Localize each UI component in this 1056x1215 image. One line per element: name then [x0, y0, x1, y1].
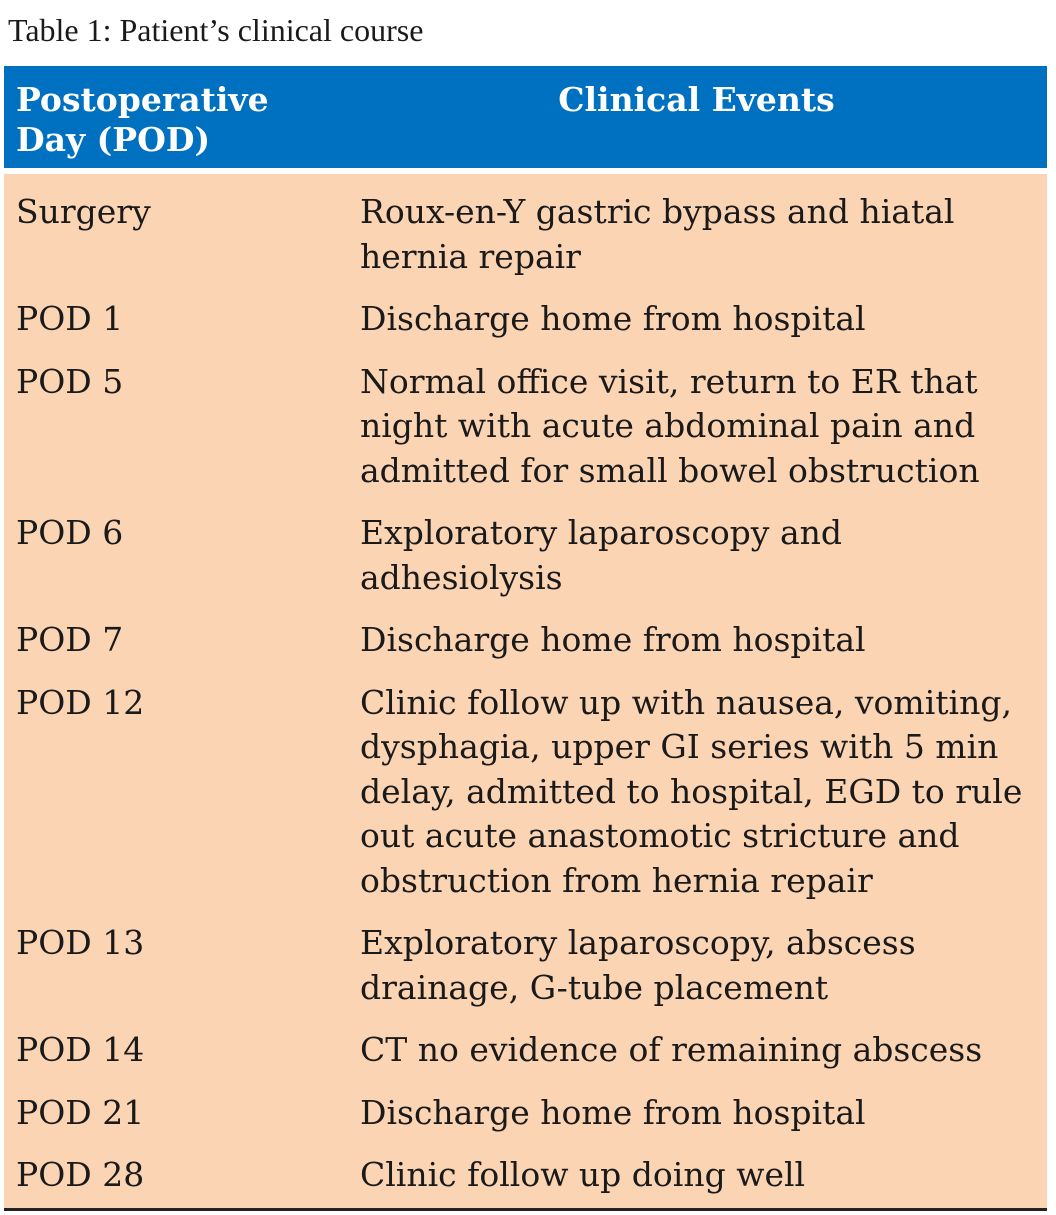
event-cell: Discharge home from hospital — [360, 299, 866, 338]
day-cell: POD 28 — [16, 1155, 145, 1194]
table-body — [4, 174, 1047, 1208]
day-cell: POD 12 — [16, 682, 145, 722]
table-row — [4, 297, 1047, 360]
event-cell: Roux-en-Y gastric bypass and hiatal hernia repair — [360, 192, 955, 276]
column-header-clinical-events: Clinical Events — [346, 66, 1047, 168]
table-row — [4, 360, 1047, 512]
table-row — [4, 1091, 1047, 1154]
table-row — [4, 1153, 1047, 1208]
day-cell: POD 6 — [16, 513, 124, 552]
day-cell: POD 14 — [16, 1030, 145, 1069]
column-header-line: Postoperative — [16, 80, 269, 119]
day-cell: Surgery — [16, 192, 151, 231]
table — [4, 66, 1047, 168]
day-cell: POD 1 — [16, 299, 124, 338]
event-cell: Discharge home from hospital — [360, 1092, 866, 1132]
event-cell: Clinic follow up with nausea, vomiting, dysphagia, upper GI series with 5 min delay, admitted to hospital, EGD to rule out acute anastomotic stricture and obstruction from hernia repair — [360, 682, 1023, 900]
day-cell: POD 13 — [16, 923, 145, 962]
table-bottom-rule — [4, 1208, 1047, 1211]
column-header-postoperative-day — [4, 66, 346, 168]
clinical-course-table — [4, 66, 1047, 1211]
table-header — [4, 66, 1047, 168]
day-cell: POD 7 — [16, 620, 124, 659]
table-row — [4, 1028, 1047, 1091]
event-cell: Clinic follow up doing well — [360, 1155, 806, 1194]
event-cell: Normal office visit, return to ER that night with acute abdominal pain and admitted for small bowel obstruction — [360, 361, 980, 490]
table-row — [4, 174, 1047, 297]
table-caption: Table 1: Patient’s clinical course — [8, 12, 424, 48]
table-row — [4, 681, 1047, 922]
event-cell: Exploratory laparoscopy, abscess drainage, G-tube placement — [360, 923, 916, 1007]
day-cell: POD 21 — [16, 1092, 145, 1132]
table-row — [4, 618, 1047, 681]
event-cell: CT no evidence of remaining abscess — [360, 1030, 983, 1069]
event-cell: Exploratory laparoscopy and adhesiolysis — [360, 513, 842, 597]
column-header-line: Day (POD) — [16, 120, 211, 159]
day-cell: POD 5 — [16, 361, 124, 401]
table-row — [4, 511, 1047, 618]
table-row — [4, 921, 1047, 1028]
event-cell: Discharge home from hospital — [360, 620, 866, 659]
